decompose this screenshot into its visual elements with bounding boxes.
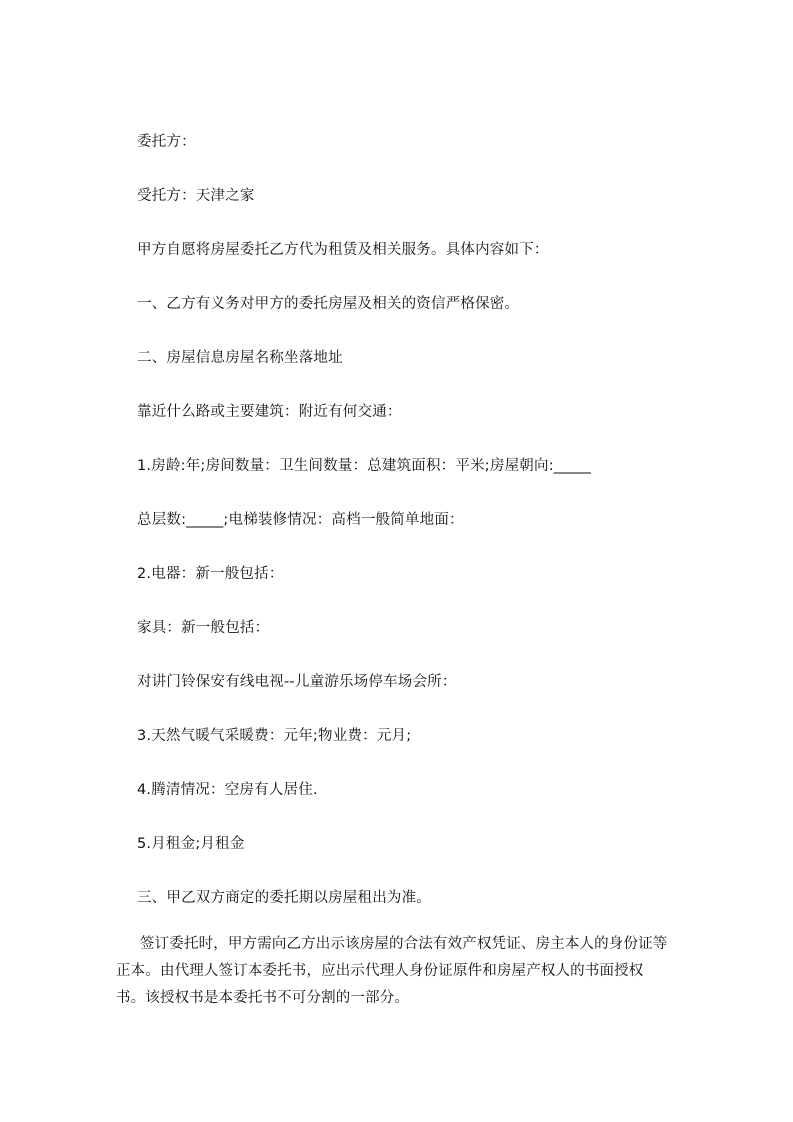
fees-line: 3.天然气暖气采暖费：元年;物业费：元月; [137,728,412,744]
signing-paragraph [116,931,671,1012]
clause-3-line: 三、甲乙双方商定的委托期以房屋租出为准。 [137,890,431,906]
furniture-line: 家具：新一般包括： [137,620,270,636]
vacancy-line: 4.腾清情况：空房有人居住. [137,782,318,798]
floors-line: 总层数:_____;电梯装修情况：高档一般简单地面： [137,512,464,528]
rent-line: 5.月租金;月租金 [137,836,245,852]
principal-line: 委托方： [137,134,196,150]
clause-1-line: 一、乙方有义务对甲方的委托房屋及相关的资信严格保密。 [137,296,520,312]
agent-line: 受托方：天津之家 [137,188,255,204]
signing-paragraph-text: 签订委托时，甲方需向乙方出示该房屋的合法有效产权凭证、房主本人的身份证等正本。由代理人签订本委托书，应出示代理人身份证原件和房屋产权人的书面授权书。该授权书是本委托书不可分割的一部分。 [116,936,668,1006]
house-age-line: 1.房龄:年;房间数量：卫生间数量：总建筑面积：平米;房屋朝向:_____ [137,458,592,474]
appliances-line: 2.电器：新一般包括： [137,566,284,582]
facilities-line: 对讲门铃保安有线电视--儿童游乐场停车场会所： [137,674,457,690]
location-line: 靠近什么路或主要建筑：附近有何交通： [137,404,402,420]
clause-2-line: 二、房屋信息房屋名称坐落地址 [137,350,343,366]
intro-line: 甲方自愿将房屋委托乙方代为租赁及相关服务。具体内容如下： [137,242,549,258]
